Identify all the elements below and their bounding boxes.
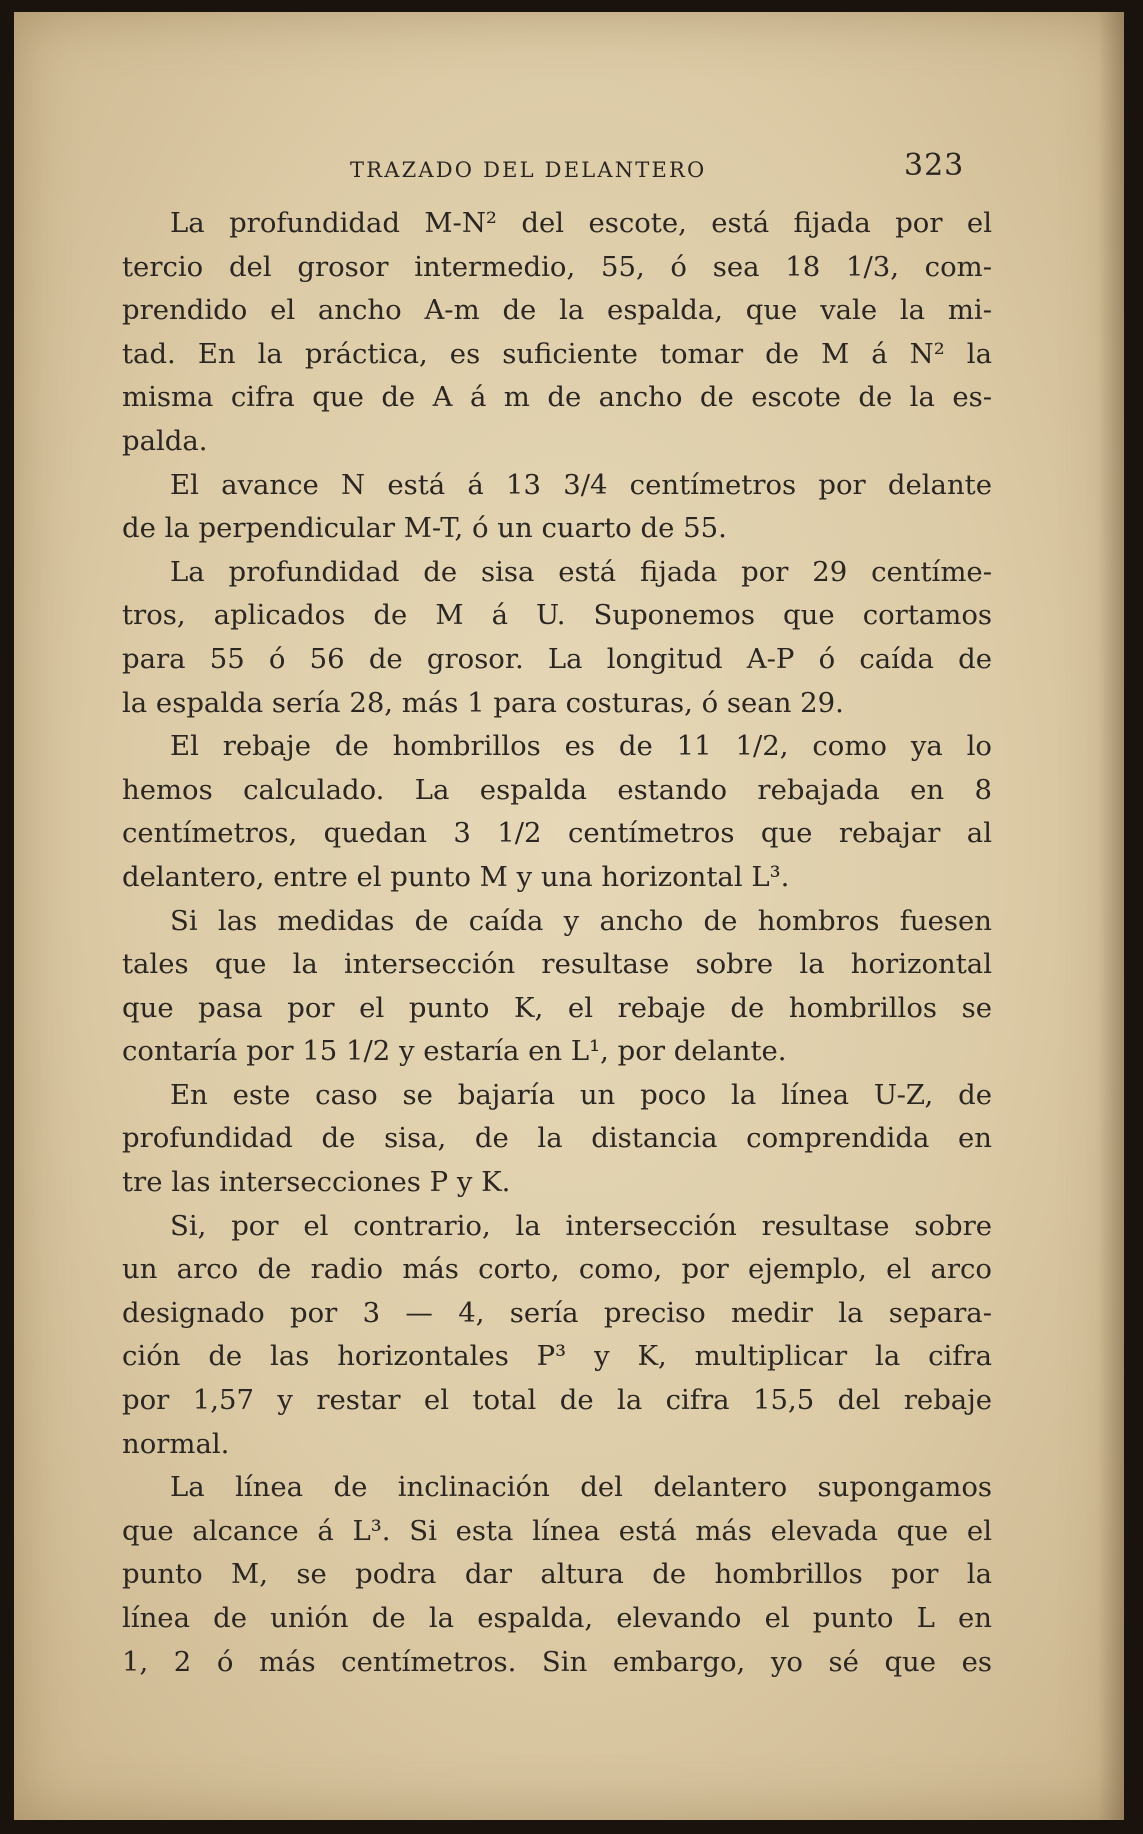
text-line: un arco de radio más corto, como, por ejemplo, el arco	[122, 1253, 992, 1286]
text-line: centímetros, quedan 3 1/2 centímetros que rebajar al	[122, 817, 992, 850]
text-line: La profundidad de sisa está fijada por 29 centíme-	[170, 555, 992, 588]
text-line: 1, 2 ó más centímetros. Sin embargo, yo sé que es	[122, 1645, 992, 1678]
text-line: misma cifra que de A á m de ancho de escote de la es-	[122, 381, 992, 414]
book-page	[14, 12, 1124, 1820]
text-line: La profundidad M-N² del escote, está fijada por el	[170, 207, 992, 239]
text-line: El avance N está á 13 3/4 centímetros por delante	[170, 468, 992, 501]
text-line: designado por 3 — 4, sería preciso medir la separa-	[122, 1296, 992, 1329]
text-line: la espalda sería 28, más 1 para costuras, ó sean 29.	[122, 686, 844, 719]
body-text	[122, 202, 992, 1684]
text-line: de la perpendicular M-T, ó un cuarto de 55.	[122, 512, 727, 545]
text-line: línea de unión de la espalda, elevando el punto L en	[122, 1602, 992, 1634]
text-line: El rebaje de hombrillos es de 11 1/2, como ya lo	[170, 730, 992, 763]
page-number: 323	[904, 148, 965, 183]
text-line: Si las medidas de caída y ancho de hombros fuesen	[170, 904, 992, 937]
text-line: tre las intersecciones P y K.	[122, 1166, 511, 1199]
text-line: palda.	[122, 424, 208, 457]
text-line: En este caso se bajaría un poco la línea U-Z, de	[170, 1078, 992, 1111]
text-line: contaría por 15 1/2 y estaría en L¹, por delante.	[122, 1035, 787, 1068]
running-title: TRAZADO DEL DELANTERO	[350, 158, 707, 182]
text-line: tales que la intersección resultase sobre la horizontal	[122, 948, 992, 981]
text-line: delantero, entre el punto M y una horizontal L³.	[122, 860, 790, 893]
text-line: Si, por el contrario, la intersección resultase sobre	[170, 1209, 992, 1242]
text-line: hemos calculado. La espalda estando rebajada en 8	[122, 773, 992, 806]
text-line: profundidad de sisa, de la distancia comprendida en	[122, 1122, 992, 1155]
text-line: por 1,57 y restar el total de la cifra 15,5 del rebaje	[122, 1384, 992, 1417]
text-line: tros, aplicados de M á U. Suponemos que cortamos	[122, 599, 992, 632]
text-line: para 55 ó 56 de grosor. La longitud A-P ó caída de	[122, 642, 992, 675]
page-header	[14, 148, 1124, 184]
text-line: tad. En la práctica, es suficiente tomar de M á N² la	[122, 337, 992, 370]
text-line: que pasa por el punto K, el rebaje de hombrillos se	[122, 991, 992, 1024]
text-line: punto M, se podra dar altura de hombrillos por la	[122, 1558, 992, 1591]
text-line: prendido el ancho A-m de la espalda, que vale la mi-	[122, 294, 992, 327]
text-line: normal.	[122, 1427, 230, 1460]
text-line: tercio del grosor intermedio, 55, ó sea 18 1/3, com-	[122, 250, 992, 283]
page-edge-shadow	[1098, 12, 1124, 1820]
text-line: La línea de inclinación del delantero supongamos	[170, 1471, 992, 1504]
text-line: ción de las horizontales P³ y K, multiplicar la cifra	[122, 1340, 992, 1373]
text-line: que alcance á L³. Si esta línea está más elevada que el	[122, 1514, 992, 1547]
